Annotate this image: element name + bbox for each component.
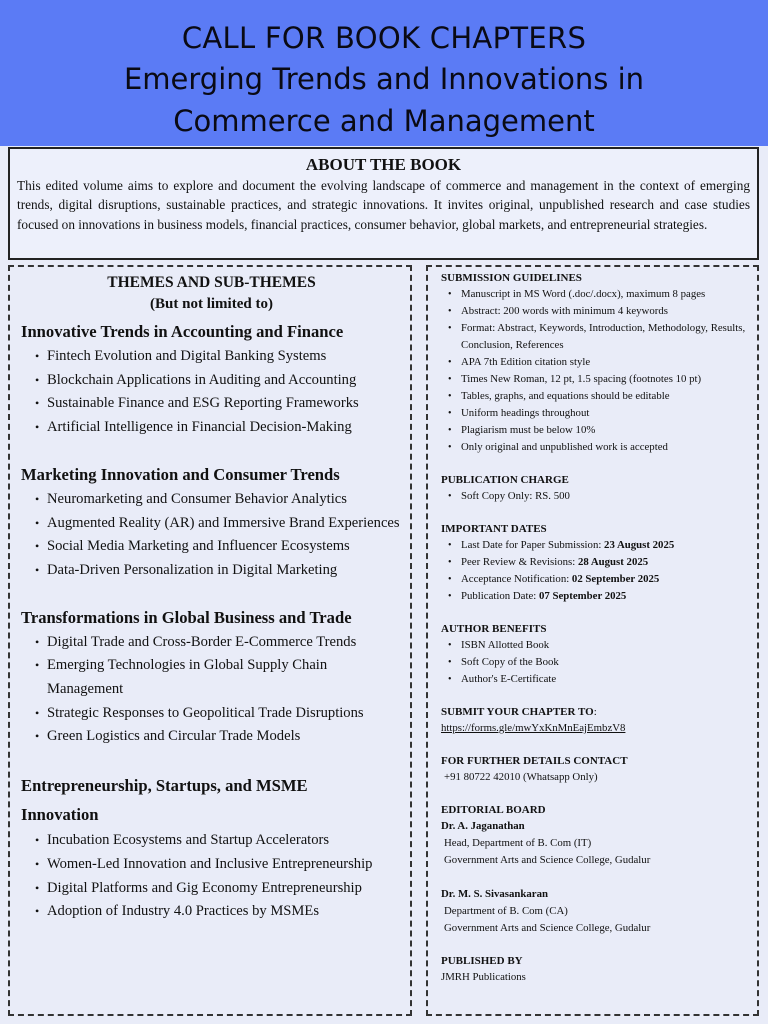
list-item: • Soft Copy Only: RS. 500 <box>448 488 751 505</box>
date-item <box>448 537 751 554</box>
theme-section-title: Marketing Innovation and Consumer Trends <box>21 464 340 484</box>
list-item: • Sustainable Finance and ESG Reporting Frameworks <box>35 392 402 416</box>
section-heading: AUTHOR BENEFITS <box>441 623 547 635</box>
themes-heading: THEMES AND SUB-THEMES <box>107 274 316 291</box>
submit-colon: : <box>593 706 597 718</box>
list-item: • Adoption of Industry 4.0 Practices by MSMEs <box>35 900 402 924</box>
member-role: Head, Department of B. Com (IT) <box>444 837 592 849</box>
theme-section <box>21 605 402 750</box>
themes-panel <box>8 265 412 1016</box>
list-item: • Blockchain Applications in Auditing and Accounting <box>35 369 402 393</box>
list-item: • Neuromarketing and Consumer Behavior Analytics <box>35 488 402 512</box>
section-heading: IMPORTANT DATES <box>441 523 547 535</box>
list-item: • Author's E-Certificate <box>448 671 751 688</box>
list-item: • Format: Abstract, Keywords, Introduction, Methodology, Results, Conclusion, References <box>448 320 751 354</box>
date-label: Peer Review & Revisions: <box>461 556 578 568</box>
date-value: 02 September 2025 <box>571 573 660 585</box>
about-heading: ABOUT THE BOOK <box>305 155 462 174</box>
details-panel <box>426 265 759 1016</box>
theme-section-title: Innovative Trends in Accounting and Finance <box>21 322 344 341</box>
submit-chapter <box>441 704 751 737</box>
list-item: • Plagiarism must be below 10% <box>448 422 751 439</box>
publisher-name: JMRH Publications <box>441 971 526 983</box>
important-dates <box>441 521 751 605</box>
list-item: • Uniform headings throughout <box>448 405 751 422</box>
list-item: • Digital Platforms and Gig Economy Entrepreneurship <box>35 877 402 901</box>
date-label: Publication Date: <box>461 590 539 602</box>
board-member <box>441 886 751 937</box>
submission-guidelines <box>441 270 751 456</box>
list-item: • Social Media Marketing and Influencer Ecosystems <box>35 535 402 559</box>
date-item <box>448 571 751 588</box>
section-heading: SUBMISSION GUIDELINES <box>441 272 582 284</box>
section-heading: PUBLISHED BY <box>441 955 523 967</box>
theme-section-title: Transformations in Global Business and Trade <box>21 607 352 627</box>
theme-section <box>21 319 402 440</box>
date-value: 23 August 2025 <box>604 539 675 551</box>
date-value: 07 September 2025 <box>538 590 627 602</box>
author-benefits <box>441 621 751 688</box>
header-banner <box>0 0 768 146</box>
themes-subheading: (But not limited to) <box>150 296 273 312</box>
member-name: Dr. M. S. Sivasankaran <box>441 888 548 900</box>
publication-charge <box>441 472 751 505</box>
book-title-line-2: Commerce and Management <box>173 104 595 138</box>
book-title-line-1: Emerging Trends and Innovations in <box>123 62 645 96</box>
member-role: Department of B. Com (CA) <box>444 905 568 917</box>
submission-form-link[interactable]: https://forms.gle/mwYxKnMnEajEmbzV8 <box>441 722 626 734</box>
member-name: Dr. A. Jaganathan <box>441 820 525 832</box>
list-item: • Digital Trade and Cross-Border E-Commerce Trends <box>35 631 402 655</box>
list-item: • Fintech Evolution and Digital Banking Systems <box>35 345 402 369</box>
date-item <box>448 554 751 571</box>
section-heading <box>441 704 751 720</box>
submit-heading: SUBMIT YOUR CHAPTER TO <box>441 706 594 718</box>
list-item: • Strategic Responses to Geopolitical Trade Disruptions <box>35 702 402 726</box>
list-item: • Incubation Ecosystems and Startup Accelerators <box>35 829 402 853</box>
about-text: This edited volume aims to explore and document the evolving landscape of commerce and management in the context of emerging trends, digital disruptions, sustainable practices, and strategic innovations. It invites original, unpublished research and case studies focused on innovations in business models, financial practices, consumer behavior, global markets, and entrepreneurial strategies. <box>17 178 750 232</box>
member-college: Government Arts and Science College, Gudalur <box>444 854 651 866</box>
list-item: • Abstract: 200 words with minimum 4 keywords <box>448 303 751 320</box>
section-heading: EDITORIAL BOARD <box>441 804 546 816</box>
contact-details <box>441 753 751 786</box>
list-item: • ISBN Allotted Book <box>448 637 751 654</box>
date-label: Acceptance Notification: <box>461 573 572 585</box>
list-item: • Soft Copy of the Book <box>448 654 751 671</box>
about-box <box>8 147 759 260</box>
date-label: Last Date for Paper Submission: <box>461 539 605 551</box>
date-value: 28 August 2025 <box>577 556 649 568</box>
list-item: • Data-Driven Personalization in Digital Marketing <box>35 559 402 583</box>
theme-section <box>21 771 402 924</box>
theme-section <box>21 462 402 583</box>
section-heading: PUBLICATION CHARGE <box>441 474 569 486</box>
editorial-board <box>441 802 751 937</box>
list-item: • Women-Led Innovation and Inclusive Entrepreneurship <box>35 853 402 877</box>
list-item: • APA 7th Edition citation style <box>448 354 751 371</box>
list-item: • Emerging Technologies in Global Supply Chain Management <box>35 654 402 701</box>
section-heading: FOR FURTHER DETAILS CONTACT <box>441 755 628 767</box>
list-item: • Only original and unpublished work is accepted <box>448 439 751 456</box>
list-item: • Artificial Intelligence in Financial Decision-Making <box>35 416 402 440</box>
contact-phone: +91 80722 42010 (Whatsapp Only) <box>444 771 598 783</box>
list-item: • Augmented Reality (AR) and Immersive Brand Experiences <box>35 512 402 536</box>
list-item: • Green Logistics and Circular Trade Models <box>35 725 402 749</box>
date-item <box>448 588 751 605</box>
theme-section-title: Entrepreneurship, Startups, and MSME Innovation <box>21 776 308 825</box>
member-college: Government Arts and Science College, Gudalur <box>444 922 651 934</box>
list-item: • Manuscript in MS Word (.doc/.docx), maximum 8 pages <box>448 286 751 303</box>
list-item: • Times New Roman, 12 pt, 1.5 spacing (footnotes 10 pt) <box>448 371 751 388</box>
board-member <box>441 818 751 869</box>
page-title: CALL FOR BOOK CHAPTERS <box>181 21 587 55</box>
list-item: • Tables, graphs, and equations should be editable <box>448 388 751 405</box>
publisher <box>441 953 751 986</box>
